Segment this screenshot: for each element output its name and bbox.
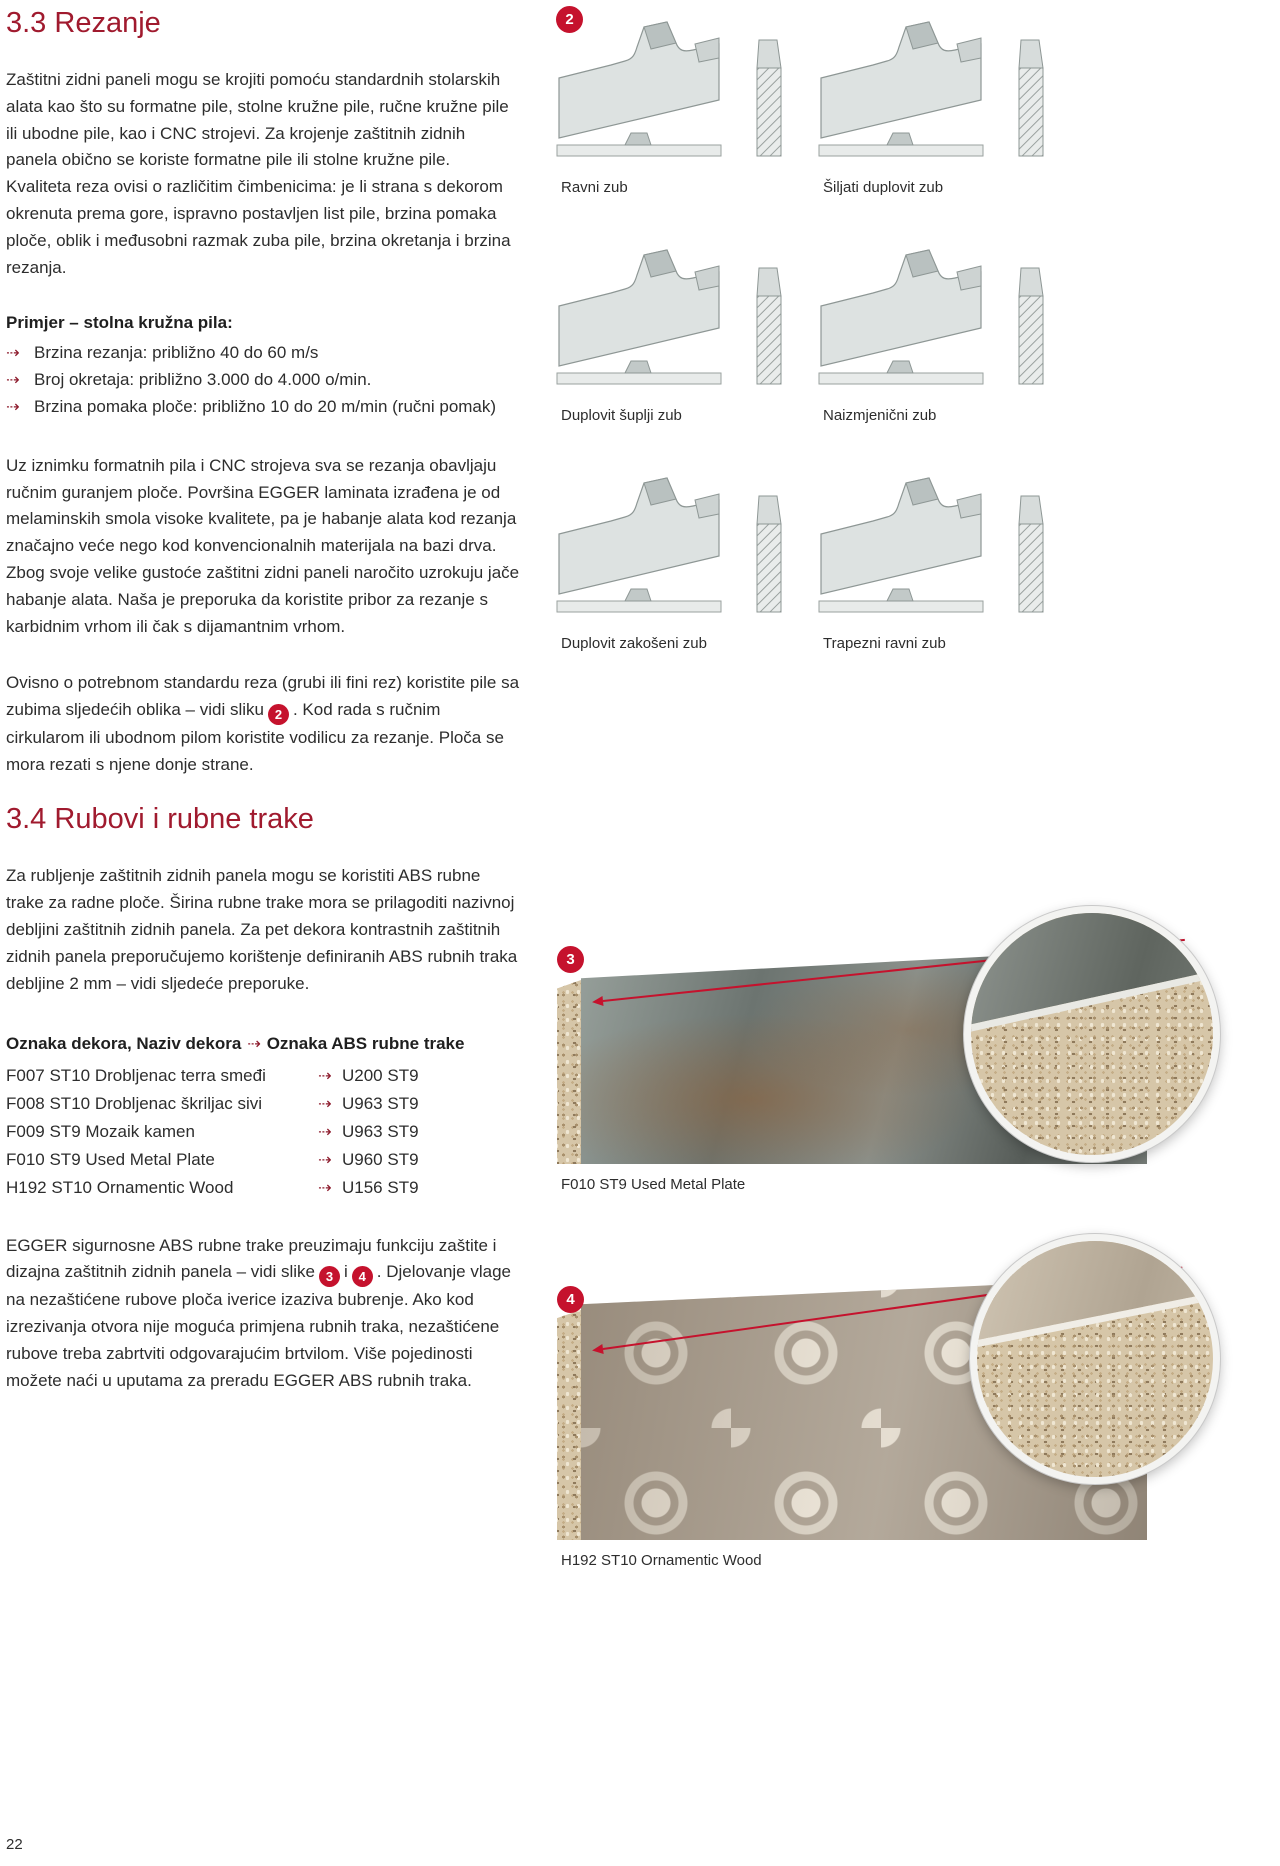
section-3-4-title: 3.4 Rubovi i rubne trake (6, 803, 314, 836)
figure-4-badge: 4 (557, 1286, 584, 1313)
saw-tooth-diagram-icon (545, 14, 797, 164)
dashed-arrow-icon: ⇢ (318, 1149, 332, 1169)
saw-tooth-cell (807, 14, 1059, 196)
table-row (6, 1062, 520, 1090)
paragraph-text: Ovisno o potrebnom standardu reza (grubi ili fini rez) koristite pile sa zubima sljedećih oblika – vidi sliku (6, 672, 520, 719)
figure-3 (545, 926, 1280, 1193)
figure-4-caption: H192 ST10 Ornamentic Wood (561, 1552, 762, 1569)
saw-tooth-label: Trapezni ravni zub (823, 635, 946, 652)
decor-name: H192 ST10 Ornamentic Wood (6, 1177, 234, 1197)
table-row (6, 1090, 520, 1118)
saw-tooth-cell (545, 470, 797, 652)
saw-tooth-diagram-icon (807, 470, 1059, 620)
bullet-item (6, 366, 520, 393)
dashed-arrow-icon: ⇢ (6, 369, 20, 389)
paragraph-text: EGGER sigurnosne ABS rubne trake preuzimaju funkciju zaštite i dizajna zaštitnih zidnih panela – vidi slike (6, 1235, 497, 1282)
saw-tooth-label: Ravni zub (561, 179, 628, 196)
saw-tooth-cell (807, 470, 1059, 652)
table-header-right: Oznaka ABS rubne trake (266, 1033, 465, 1053)
paragraph-text: . Djelovanje vlage na nezaštićene rubove ploča iverice izaziva bubrenje. Ako kod izrezivanja otvora nije moguća primjena rubnih traka, nezaštićene rubove treba zabrtviti odgovarajućim brtvilom. Više pojedinosti možete naći u uputama za preradu EGGER ABS rubnih traka. (6, 1262, 511, 1390)
bullet-item (6, 393, 520, 420)
section-3-3-paragraph-1: Zaštitni zidni paneli mogu se krojiti pomoću standardnih stolarskih alata kao što su formatne pile, stolne kružne pile, ručne kružne pile ili ubodne pile, kao i CNC strojevi. Za krojenje zaštitnih zidnih panela obično se koriste formatne pile ili stolne kružne pile. Kvaliteta reza ovisi o različitim čimbenicima: je li strana s dekorom okrenuta prema gore, ispravno postavljen list pile, brzina pomaka ploče, oblik i međusobni razmak zuba pile, brzina okretanja i brzina rezanja. (6, 69, 511, 277)
decor-name: F008 ST10 Drobljenac škriljac sivi (6, 1093, 263, 1113)
bullet-item (6, 339, 520, 366)
dashed-arrow-icon: ⇢ (6, 396, 20, 416)
figure-2-inline-badge: 2 (268, 704, 289, 725)
saw-tooth-diagram-icon (807, 242, 1059, 392)
edge-code: U200 ST9 (342, 1065, 419, 1085)
section-3-3-paragraph-2: Uz iznimku formatnih pila i CNC strojeva sva se rezanja obavljaju ručnim guranjem ploče. Površina EGGER laminata izrađena je od melaminskih smola visoke kvalitete, pa je habanje alata kod rezanja značajno veće nego kod konvencionalnih materijala na bazi drva. Zbog svoje velike gustoće zaštitni zidni paneli naročito uzrokuju jače habanje alata. Naša je preporuka da koristite pribor za rezanje s karbidnim vrhom ili čak s dijamantnim vrhom. (6, 455, 520, 636)
edge-code: U960 ST9 (342, 1149, 419, 1169)
figure-4 (545, 1252, 1280, 1569)
figure-4-photo (545, 1252, 1280, 1540)
figure-3-photo (545, 926, 1280, 1164)
section-3-3-title: 3.3 Rezanje (6, 7, 161, 39)
saw-tooth-cell (545, 242, 797, 424)
dashed-arrow-icon: ⇢ (6, 342, 20, 362)
paragraph-text: . Kod rada s ručnim cirkularom ili ubodnom pilom koristite vodilicu za rezanje. Ploča se mora rezati s njene donje strane. (6, 699, 504, 774)
decor-edge-table (6, 1062, 520, 1202)
saw-tooth-label: Duplovit zakošeni zub (561, 635, 707, 652)
edge-detail-magnifier (964, 906, 1220, 1162)
table-header-left: Oznaka dekora, Naziv dekora (6, 1033, 242, 1053)
section-3-3-paragraph-3 (6, 670, 520, 779)
saw-tooth-cell (807, 242, 1059, 424)
edge-detail-magnifier (970, 1234, 1220, 1484)
dashed-arrow-icon: ⇢ (318, 1065, 332, 1085)
figure-4-inline-badge: 4 (352, 1266, 373, 1287)
example-heading: Primjer – stolna kružna pila: (6, 312, 233, 332)
figure-3-badge: 3 (557, 946, 584, 973)
saw-tooth-diagram-icon (545, 242, 797, 392)
dashed-arrow-icon: ⇢ (247, 1033, 261, 1053)
edge-code: U963 ST9 (342, 1093, 419, 1113)
decor-name: F010 ST9 Used Metal Plate (6, 1149, 215, 1169)
decor-name: F007 ST10 Drobljenac terra smeđi (6, 1065, 266, 1085)
example-bullet-list (6, 339, 520, 420)
figure-2-badge: 2 (556, 6, 583, 33)
dashed-arrow-icon: ⇢ (318, 1093, 332, 1113)
decor-name: F009 ST9 Mozaik kamen (6, 1121, 195, 1141)
laminate-surface-band (977, 1241, 1213, 1477)
decor-table-header (6, 1030, 520, 1058)
section-3-4-paragraph-1: Za rubljenje zaštitnih zidnih panela mogu se koristiti ABS rubne trake za radne ploče. Širina rubne trake mora se prilagoditi nazivnoj debljini zaštitnih zidnih panela. Za pet dekora kontrastnih zaštitnih zidnih panela preporučujemo korištenje definiranih ABS rubnih traka debljine 2 mm – vidi sljedeće preporuke. (6, 866, 518, 993)
laminate-surface-band (971, 913, 1213, 1155)
saw-tooth-label: Duplovit šuplji zub (561, 407, 682, 424)
bullet-text: Brzina pomaka ploče: približno 10 do 20 m/min (ručni pomak) (34, 396, 497, 416)
page-number: 22 (6, 1836, 23, 1853)
dashed-arrow-icon: ⇢ (318, 1121, 332, 1141)
bullet-text: Broj okretaja: približno 3.000 do 4.000 o/min. (34, 369, 372, 389)
saw-tooth-label: Šiljati duplovit zub (823, 179, 944, 196)
edge-code: U156 ST9 (342, 1177, 419, 1197)
table-row (6, 1118, 520, 1146)
table-row (6, 1174, 520, 1202)
dashed-arrow-icon: ⇢ (318, 1177, 332, 1197)
saw-tooth-diagram-icon (545, 470, 797, 620)
paragraph-text: i (344, 1262, 348, 1282)
bullet-text: Brzina rezanja: približno 40 do 60 m/s (34, 342, 319, 362)
saw-tooth-cell (545, 14, 797, 196)
section-3-4-paragraph-2 (6, 1233, 520, 1395)
edge-code: U963 ST9 (342, 1121, 419, 1141)
saw-tooth-label: Naizmjenični zub (823, 407, 937, 424)
figure-2-saw-tooth-grid (545, 14, 1059, 652)
figure-3-inline-badge: 3 (319, 1266, 340, 1287)
figure-3-caption: F010 ST9 Used Metal Plate (561, 1176, 746, 1193)
table-row (6, 1146, 520, 1174)
text-column (6, 0, 520, 1395)
saw-tooth-diagram-icon (807, 14, 1059, 164)
